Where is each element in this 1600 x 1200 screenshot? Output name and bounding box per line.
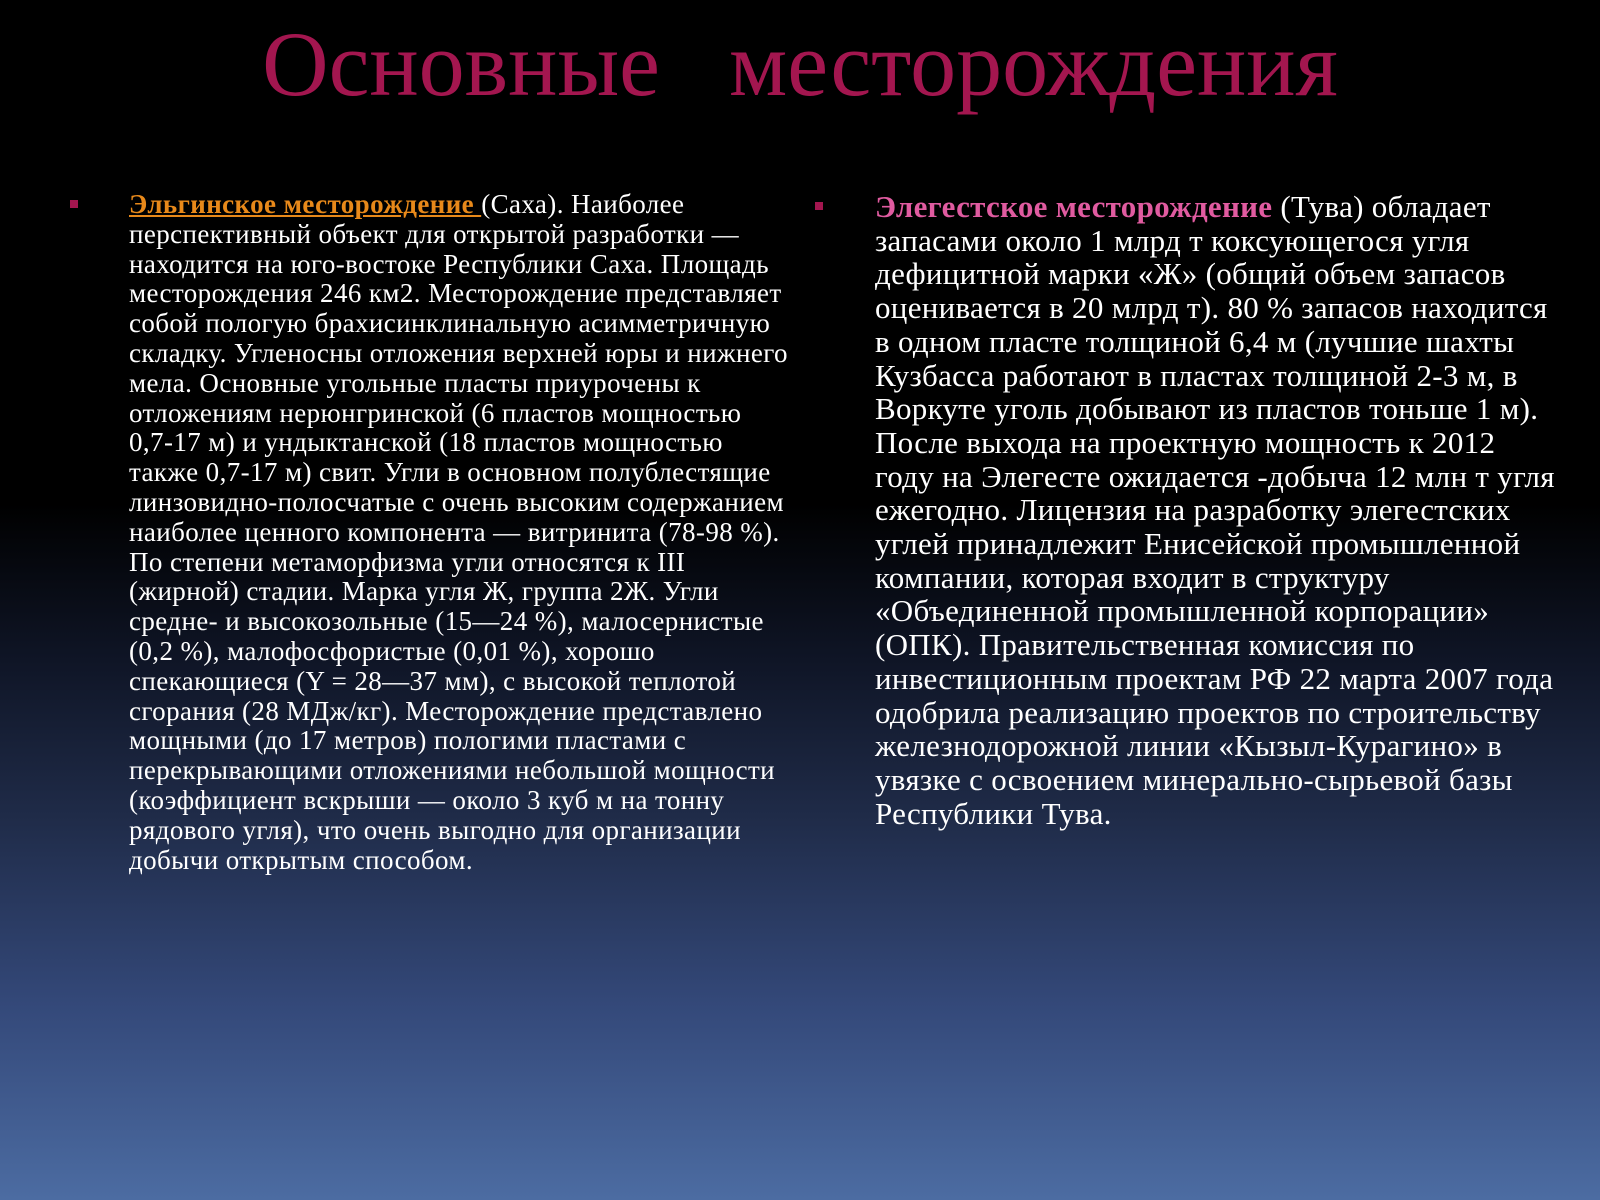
elga-description: (Саха). Наиболее перспективный объект для открытой разработки — находится на юго-востоке Республики Саха. Площадь месторождения 246 км2. Месторождение представляет собой пологую брахисинклинальную асимметричную складку. Угленосны отложения верхней юры и нижнего мела. Основные угольные пласты приурочены к отложениям нерюнгринской (6 пластов мощностью 0,7-17 м) и ундыктанской (18 пластов мощностью также 0,7-17 м) свит. Угли в основном полублестящие линзовидно-полосчатые с очень высоким содержанием наиболее ценного компонента — витринита (78-98 %). По степени метаморфизма угли относятся к III (жирной) стадии. Марка угля Ж, группа 2Ж. Угли средне- и высокозольные (15—24 %), малосернистые (0,2 %), малофосфористые (0,01 %), хорошо спекающиеся (Y = 28—37 мм), с высокой теплотой сгорания (28 МДж/кг). Месторождение представлено мощными (до 17 метров) пологими пластами с перекрывающими отложениями небольшой мощности (коэффициент вскрыши — около 3 куб м на тонну рядового угля), что очень выгодно для организации добычи открытым способом. (129, 189, 788, 875)
bullet-marker (815, 202, 823, 210)
elegest-description: (Тува) обладает запасами около 1 млрд т коксующегося угля дефицитной марки «Ж» (общий объем запасов оценивается в 20 млрд т). 80 % запасов находится в одном пласте толщиной 6,4 м (лучшие шахты Кузбасса работают в пластах толщиной 2-3 м, в Воркуте уголь добывают из пластов тоньше 1 м). После выхода на проектную мощность к 2012 году на Элегесте ожидается -добыча 12 млн т угля ежегодно. Лицензия на разработку элегестских углей принадлежит Енисейской промышленной компании, которая входит в структуру «Объединенной промышленной корпорации» (ОПК). Правительственная комиссия по инвестиционным проектам РФ 22 марта 2007 года одобрила реализацию проектов по строительству железнодорожной линии «Кызыл-Курагино» в увязке с освоением минерально-сырьевой базы Республики Тува. (875, 189, 1555, 831)
bullet-marker (70, 200, 78, 208)
left-column (70, 190, 790, 875)
elga-deposit-link[interactable]: Эльгинское месторождение (129, 189, 482, 219)
elegest-deposit-heading: Элегестское месторождение (875, 189, 1273, 224)
slide-title: Основные месторождения (262, 13, 1338, 115)
elga-paragraph (129, 190, 790, 875)
elegest-paragraph (875, 190, 1560, 830)
right-column (815, 190, 1560, 830)
